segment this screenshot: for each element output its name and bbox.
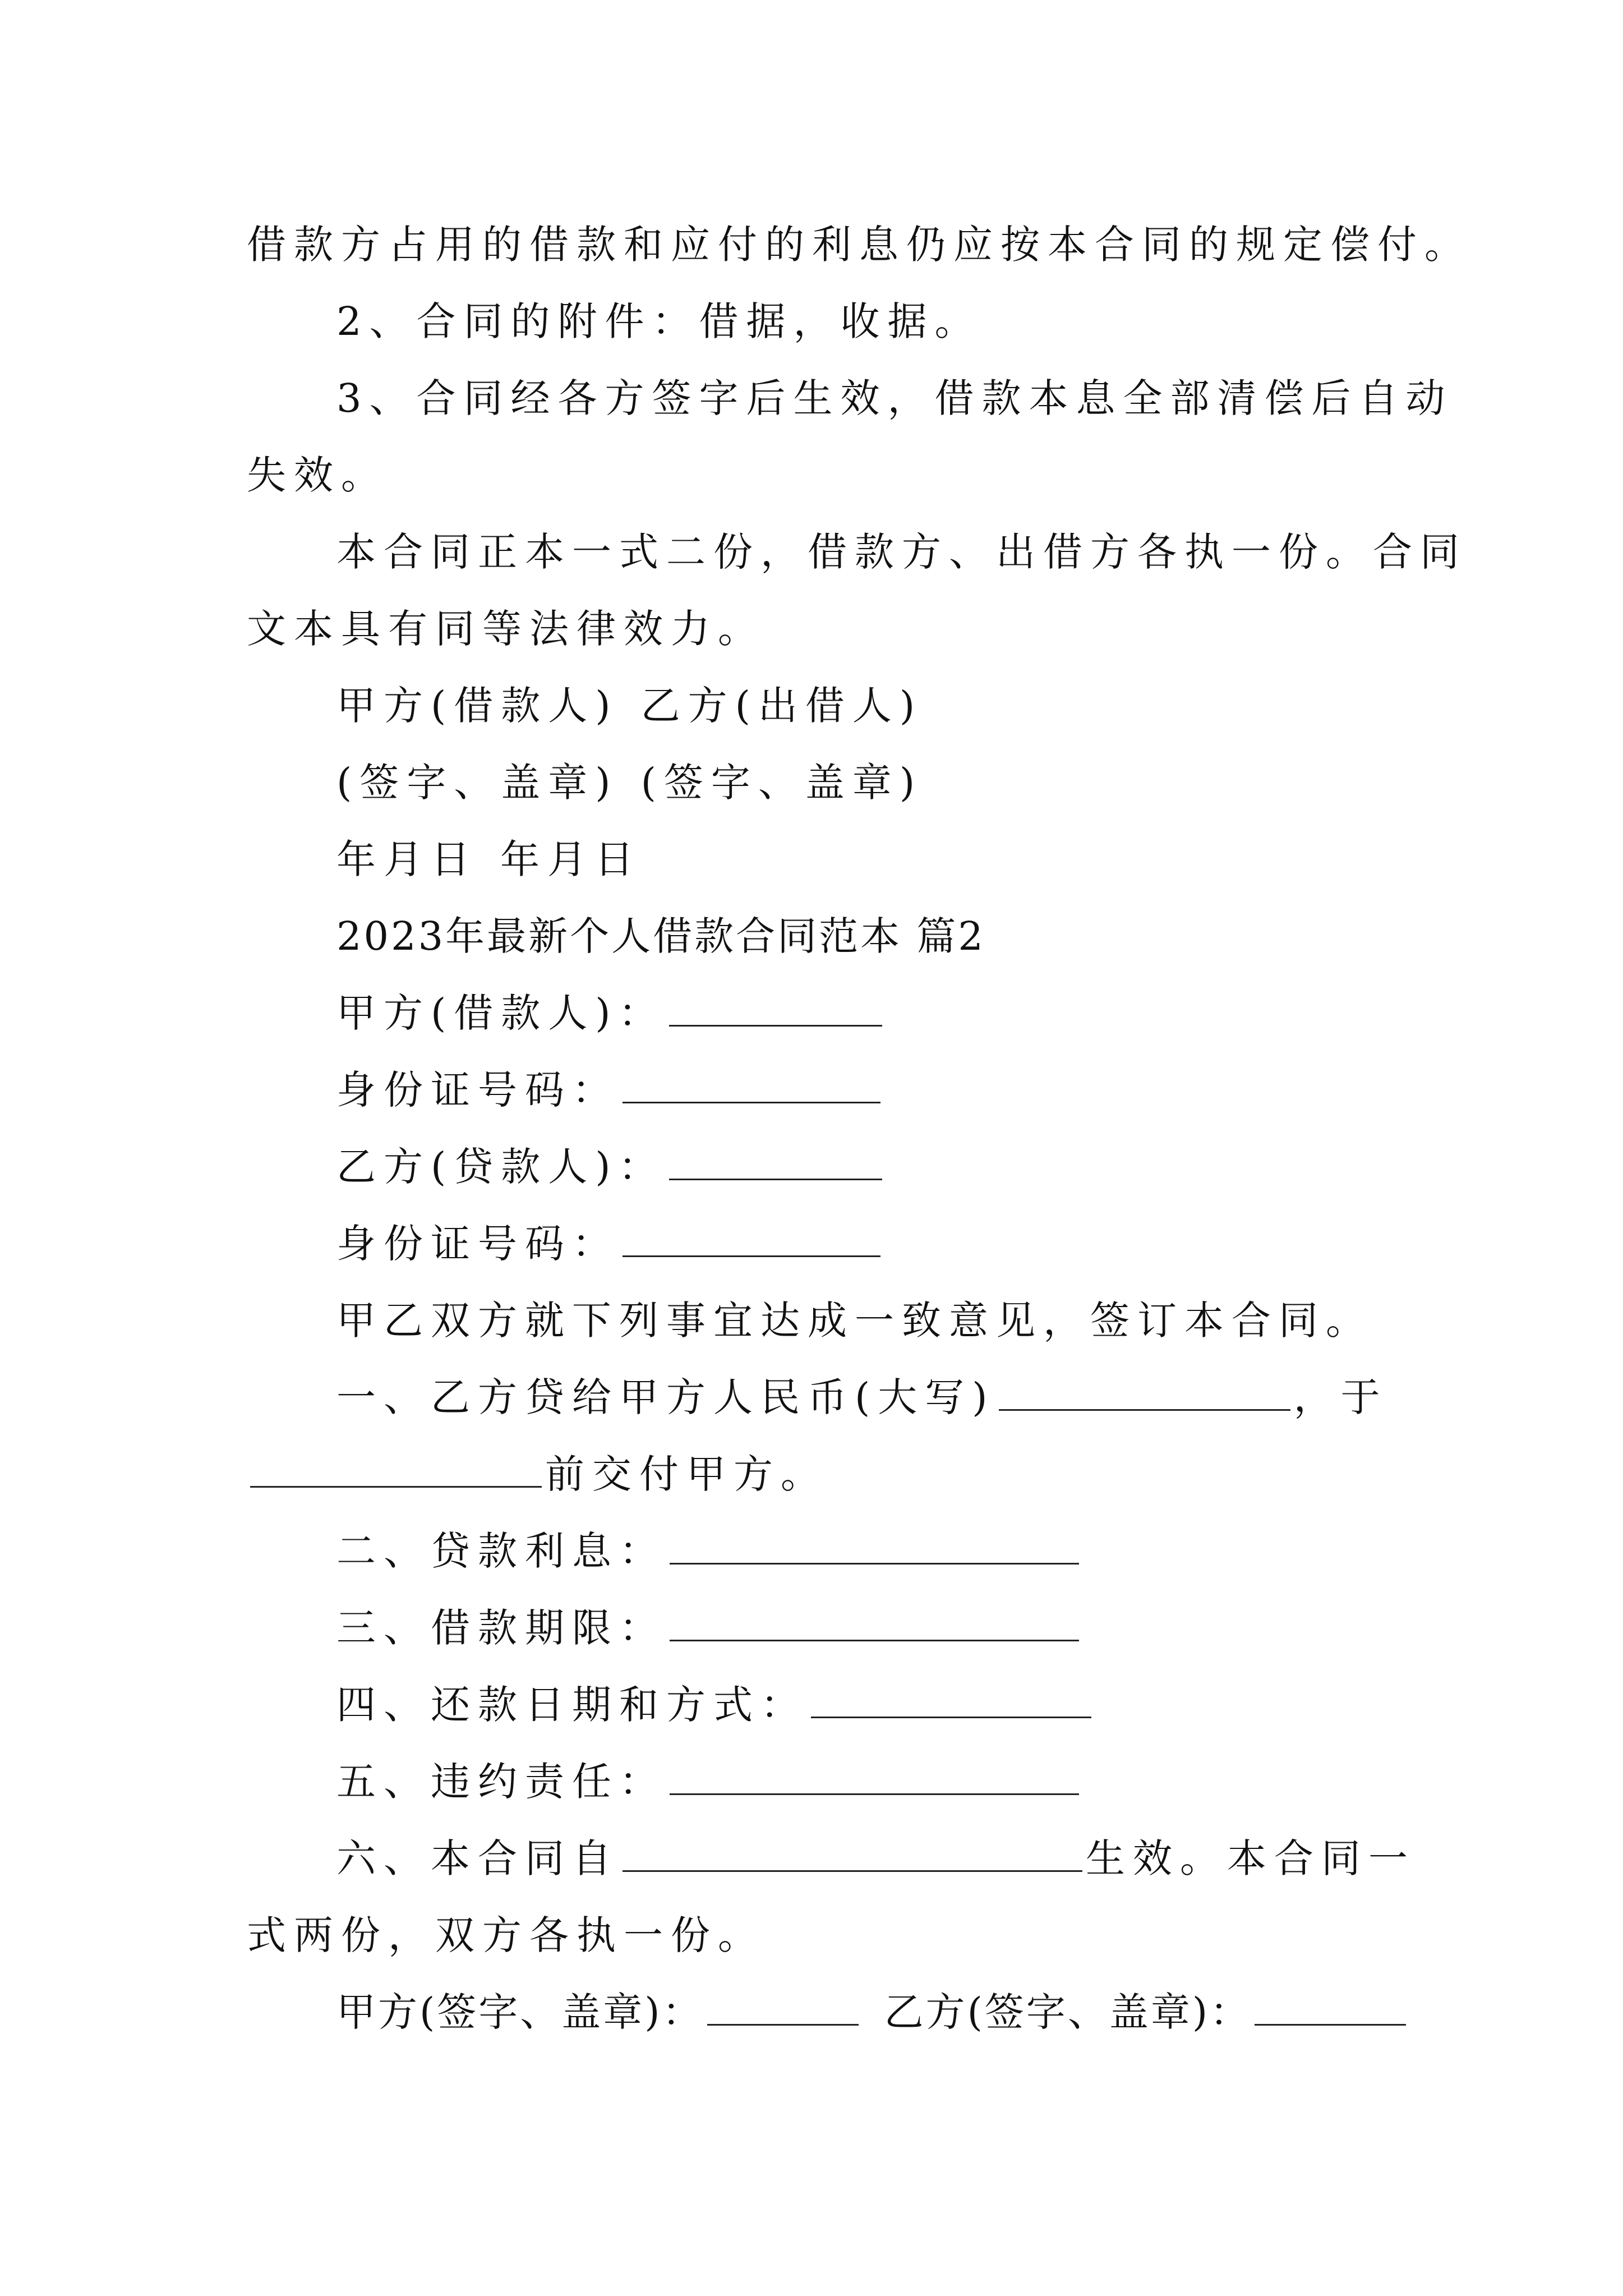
text-line: 式两份，双方各执一份。 xyxy=(247,1912,765,1958)
blank-line xyxy=(250,1453,542,1488)
text-line: 借款方占用的借款和应付的利息仍应按本合同的规定偿付。 xyxy=(247,222,1472,268)
blank-line xyxy=(707,1991,859,2026)
clause-text: ，于 xyxy=(1293,1374,1388,1420)
document-page xyxy=(247,206,1472,2051)
blank-line xyxy=(1255,1991,1406,2026)
field-lender-id xyxy=(247,1205,1385,1282)
blank-line xyxy=(669,992,882,1027)
clause-2 xyxy=(247,1513,1385,1590)
text-line: 失效。 xyxy=(247,452,388,498)
text-line: 甲乙双方就下列事宜达成一致意见，签订本合同。 xyxy=(336,1297,1373,1343)
clause-5 xyxy=(247,1743,1385,1820)
field-borrower xyxy=(247,975,1385,1052)
clause-text: 生效。本合同一 xyxy=(1086,1835,1415,1881)
section-title: 2023年最新个人借款合同范本 篇2 xyxy=(336,913,985,959)
clause-label: 二、贷款利息： xyxy=(336,1528,666,1574)
signature-seal-labels xyxy=(247,744,1385,821)
signature-party-labels xyxy=(247,668,1385,744)
party-a-seal: (签字、盖章) xyxy=(336,760,619,806)
clause-text: 前交付甲方。 xyxy=(545,1451,828,1497)
date-labels xyxy=(247,821,1385,898)
blank-line xyxy=(623,1223,880,1257)
text-line: 文本具有同等法律效力。 xyxy=(247,606,765,652)
blank-line xyxy=(670,1607,1079,1641)
blank-line xyxy=(670,1761,1079,1795)
text-line: 3、合同经各方签字后生效，借款本息全部清偿后自动 xyxy=(336,375,1453,421)
clause-text: 一、乙方贷给甲方人民币(大写) xyxy=(336,1374,995,1420)
field-label: 身份证号码： xyxy=(336,1221,619,1267)
blank-line xyxy=(670,1530,1079,1565)
text-line: 本合同正本一式二份，借款方、出借方各执一份。合同 xyxy=(336,529,1467,575)
party-a-sign-label: 甲方(签字、盖章)： xyxy=(336,1989,704,2035)
party-b-date: 年月日 xyxy=(500,836,642,882)
signature-row xyxy=(247,1974,1385,2051)
clause-label: 四、还款日期和方式： xyxy=(336,1682,808,1728)
clause-label: 五、违约责任： xyxy=(336,1759,666,1805)
field-label: 甲方(借款人)： xyxy=(336,990,666,1036)
party-b-seal: (签字、盖章) xyxy=(640,760,923,806)
clause-6 xyxy=(247,1820,1415,1897)
blank-line xyxy=(623,1838,1082,1872)
blank-line xyxy=(623,1069,880,1103)
field-lender xyxy=(247,1129,1385,1205)
blank-line xyxy=(669,1146,882,1180)
field-borrower-id xyxy=(247,1052,1385,1129)
blank-line xyxy=(811,1684,1091,1718)
party-a-date: 年月日 xyxy=(336,836,478,882)
party-a-label: 甲方(借款人) xyxy=(336,683,619,729)
clause-4 xyxy=(247,1667,1385,1743)
clause-1-continued xyxy=(247,1436,1385,1513)
clause-3 xyxy=(247,1590,1385,1667)
text-line: 2、合同的附件：借据，收据。 xyxy=(336,298,982,344)
clause-text: 六、本合同自 xyxy=(336,1835,619,1881)
clause-1 xyxy=(247,1359,1388,1436)
clause-label: 三、借款期限： xyxy=(336,1605,666,1651)
field-label: 身份证号码： xyxy=(336,1067,619,1113)
party-b-sign-label: 乙方(签字、盖章)： xyxy=(884,1989,1252,2035)
blank-line xyxy=(999,1377,1290,1411)
field-label: 乙方(贷款人)： xyxy=(336,1144,666,1190)
party-b-label: 乙方(出借人) xyxy=(640,683,923,729)
